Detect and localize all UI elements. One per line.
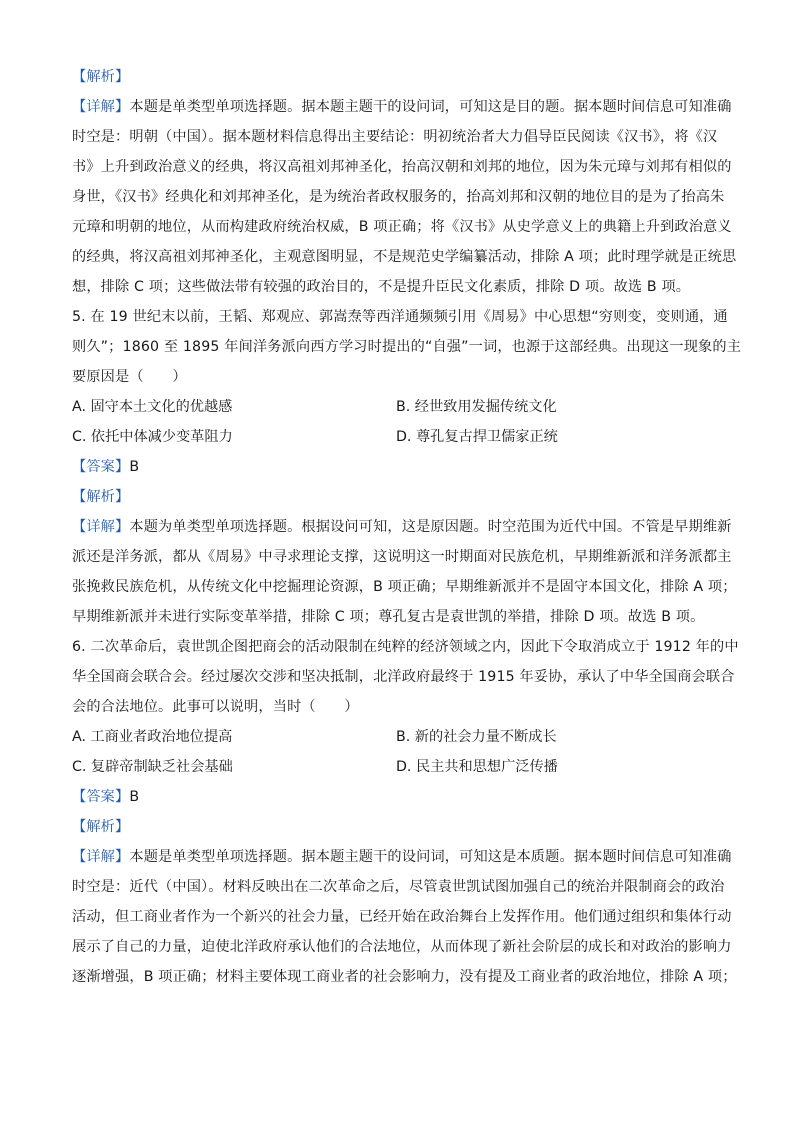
option-d: D. 民主共和思想广泛传播 — [396, 759, 558, 775]
question-6-stem: 6. 二次革命后，袁世凯企图把商会的活动限制在纯粹的经济领域之内，因此下令取消成立于 1912 年的中 — [72, 639, 739, 655]
analysis-heading: 【解析】 — [72, 819, 130, 835]
detail-line: 展示了自己的力量，迫使北洋政府承认他们的合法地位，从而体现了新社会阶层的成长和对政治的影响力 — [72, 939, 732, 955]
document-page — [72, 62, 742, 992]
detail-line: 的经典，将汉高祖刘邦神圣化，主观意图明显，不是规范史学编纂活动，排除 A 项；此时理学就是正统思 — [72, 249, 737, 265]
option-b: B. 新的社会力量不断成长 — [396, 729, 557, 745]
analysis-heading: 【解析】 — [72, 489, 130, 505]
option-c: C. 依托中体减少变革阻力 — [72, 429, 233, 445]
analysis-heading: 【解析】 — [72, 69, 130, 85]
detail-label: 【详解】 — [72, 519, 130, 535]
option-c: C. 复辟帝制缺乏社会基础 — [72, 759, 233, 775]
detail-line: 派还是洋务派，都从《周易》中寻求理论支撑，这说明这一时期面对民族危机，早期维新派和洋务派都主 — [72, 549, 732, 565]
answer-line — [72, 452, 722, 482]
detail-line: 元璋和明朝的地位，从而构建政府统治权威，B 项正确；将《汉书》从史学意义上的典籍上升到政治意义 — [72, 219, 732, 235]
detail-line: 逐渐增强，B 项正确；材料主要体现工商业者的社会影响力，没有提及工商业者的政治地位，排除 A 项； — [72, 969, 737, 985]
detail-label: 【详解】 — [72, 99, 130, 115]
answer-line — [72, 782, 722, 812]
answer-label: 【答案】 — [72, 459, 130, 475]
question-5-stem: 5. 在 19 世纪末以前，王韬、郑观应、郭嵩焘等西洋通频频引用《周易》中心思想“穷则变，变则通，通 — [72, 309, 728, 325]
detail-line: 时空是：明朝（中国）。据本题材料信息得出主要结论：明初统治者大力倡导臣民阅读《汉书》，将《汉 — [72, 129, 718, 145]
question-5-stem: 则久”；1860 至 1895 年间洋务派向西方学习时提出的“自强”一词，也源于这部经典。出现这一现象的主 — [72, 339, 742, 355]
answer-value: B — [129, 789, 140, 805]
question-5-options-row-1 — [72, 392, 722, 422]
detail-line: 【详解】本题是单类型单项选择题。据本题主题干的设问词，可知这是本质题。据本题时间信息可知准确 — [72, 849, 732, 865]
question-6-stem: 华全国商会联合会。经过屡次交涉和坚决抵制，北洋政府最终于 1915 年妥协，承认了中华全国商会联合 — [72, 669, 735, 685]
option-d: D. 尊孔复古捍卫儒家正统 — [396, 429, 558, 445]
detail-line: 【详解】本题为单类型单项选择题。根据设问可知，这是原因题。时空范围为近代中国。不管是早期维新 — [72, 519, 732, 535]
answer-value: B — [129, 459, 140, 475]
question-6-options-row-1 — [72, 722, 722, 752]
option-a: A. 固守本土文化的优越感 — [72, 399, 233, 415]
question-6-options-row-2 — [72, 752, 722, 782]
detail-line: 身世，《汉书》经典化和刘邦神圣化，是为统治者政权服务的，抬高刘邦和汉朝的地位目的是为了抬高朱 — [72, 189, 725, 205]
detail-label: 【详解】 — [72, 849, 130, 865]
detail-line: 想，排除 C 项；这些做法带有较强的政治目的，不是提升臣民文化素质，排除 D 项。故选 B 项。 — [72, 279, 691, 295]
detail-line: 早期维新派并未进行实际变革举措，排除 C 项；尊孔复古是袁世凯的举措，排除 D 项。故选 B 项。 — [72, 609, 705, 625]
detail-line: 活动，但工商业者作为一个新兴的社会力量，已经开始在政治舞台上发挥作用。他们通过组织和集体行动 — [72, 909, 732, 925]
option-a: A. 工商业者政治地位提高 — [72, 729, 233, 745]
answer-label: 【答案】 — [72, 789, 130, 805]
option-b: B. 经世致用发掘传统文化 — [396, 399, 557, 415]
detail-line: 张挽救民族危机，从传统文化中挖掘理论资源，B 项正确；早期维新派并不是固守本国文化，排除 A 项； — [72, 579, 737, 595]
detail-line: 【详解】本题是单类型单项选择题。据本题主题干的设问词，可知这是目的题。据本题时间信息可知准确 — [72, 99, 732, 115]
question-6-stem: 会的合法地位。此事可以说明，当时（ ） — [72, 699, 359, 715]
question-5-stem: 要原因是（ ） — [72, 369, 187, 385]
question-5-options-row-2 — [72, 422, 722, 452]
detail-line: 时空是：近代（中国）。材料反映出在二次革命之后，尽管袁世凯试图加强自己的统治并限制商会的政治 — [72, 879, 725, 895]
detail-line: 书》上升到政治意义的经典，将汉高祖刘邦神圣化，抬高汉朝和刘邦的地位，因为朱元璋与刘邦有相似的 — [72, 159, 732, 175]
